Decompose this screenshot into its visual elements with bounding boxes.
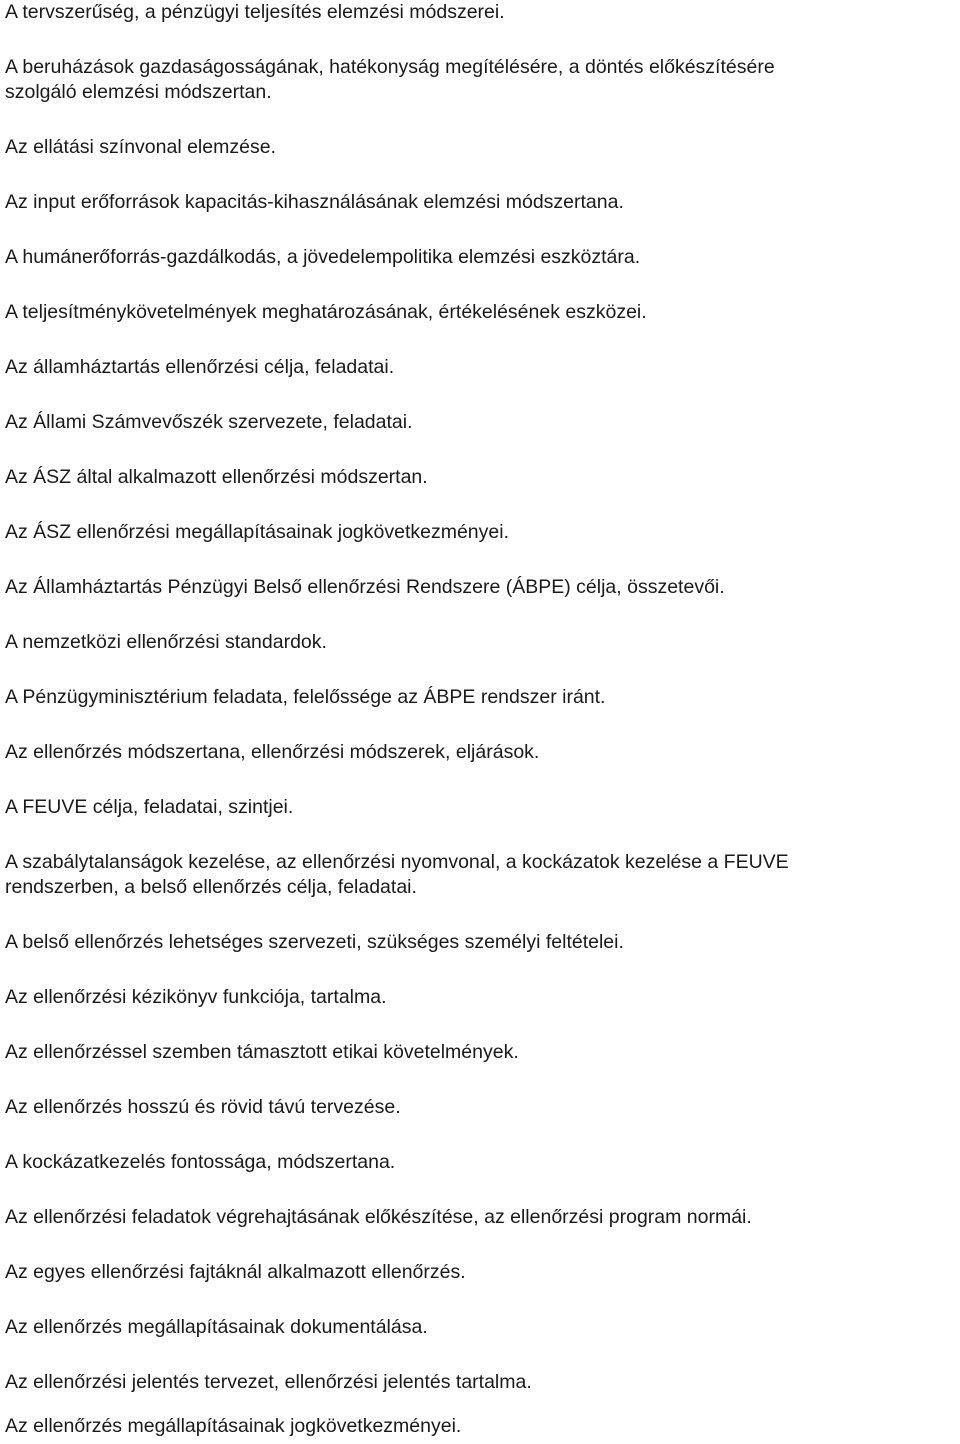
text-line: Az ellenőrzési jelentés tervezet, ellenőrzési jelentés tartalma. [5,1371,532,1393]
text-line: A kockázatkezelés fontossága, módszertana. [5,1151,396,1173]
text-line: A beruházások gazdaságosságának, hatékonyság megítélésére, a döntés előkészítésére [5,56,775,78]
text-line: A Pénzügyminisztérium feladata, felelőssége az ÁBPE rendszer iránt. [5,686,606,708]
text-line: Az egyes ellenőrzési fajtáknál alkalmazott ellenőrzés. [5,1261,466,1283]
text-line: Az ellátási színvonal elemzése. [5,136,276,158]
text-line: Az államháztartás ellenőrzési célja, feladatai. [5,356,395,378]
text-line: Az Államháztartás Pénzügyi Belső ellenőrzési Rendszere (ÁBPE) célja, összetevői. [5,576,725,598]
text-line: A teljesítménykövetelmények meghatározásának, értékelésének eszközei. [5,301,647,323]
text-line: Az Állami Számvevőszék szervezete, feladatai. [5,411,413,433]
text-line: Az ÁSZ ellenőrzési megállapításainak jogkövetkezményei. [5,521,510,543]
text-line: Az ellenőrzés módszertana, ellenőrzési módszerek, eljárások. [5,741,540,763]
text-line: Az input erőforrások kapacitás-kihasználásának elemzési módszertana. [5,191,624,213]
text-line: rendszerben, a belső ellenőrzés célja, feladatai. [5,876,417,898]
text-line: Az ellenőrzés hosszú és rövid távú tervezése. [5,1096,401,1118]
text-line: A FEUVE célja, feladatai, szintjei. [5,796,294,818]
text-line: szolgáló elemzési módszertan. [5,81,272,103]
text-line: A nemzetközi ellenőrzési standardok. [5,631,327,653]
text-line: A belső ellenőrzés lehetséges szervezeti, szükséges személyi feltételei. [5,931,624,953]
text-line: A humánerőforrás-gazdálkodás, a jövedelempolitika elemzési eszköztára. [5,246,641,268]
text-line: Az ellenőrzéssel szemben támasztott etikai követelmények. [5,1041,519,1063]
text-line: Az ellenőrzés megállapításainak jogkövetkezményei. [5,1415,462,1437]
text-line: A tervszerűség, a pénzügyi teljesítés elemzési módszerei. [5,1,505,23]
text-line: A szabálytalanságok kezelése, az ellenőrzési nyomvonal, a kockázatok kezelése a FEUVE [5,851,789,873]
text-line: Az ellenőrzési kézikönyv funkciója, tartalma. [5,986,387,1008]
text-line: Az ellenőrzés megállapításainak dokumentálása. [5,1316,428,1338]
text-line: Az ellenőrzési feladatok végrehajtásának előkészítése, az ellenőrzési program normái. [5,1206,752,1228]
text-line: Az ÁSZ által alkalmazott ellenőrzési módszertan. [5,466,428,488]
